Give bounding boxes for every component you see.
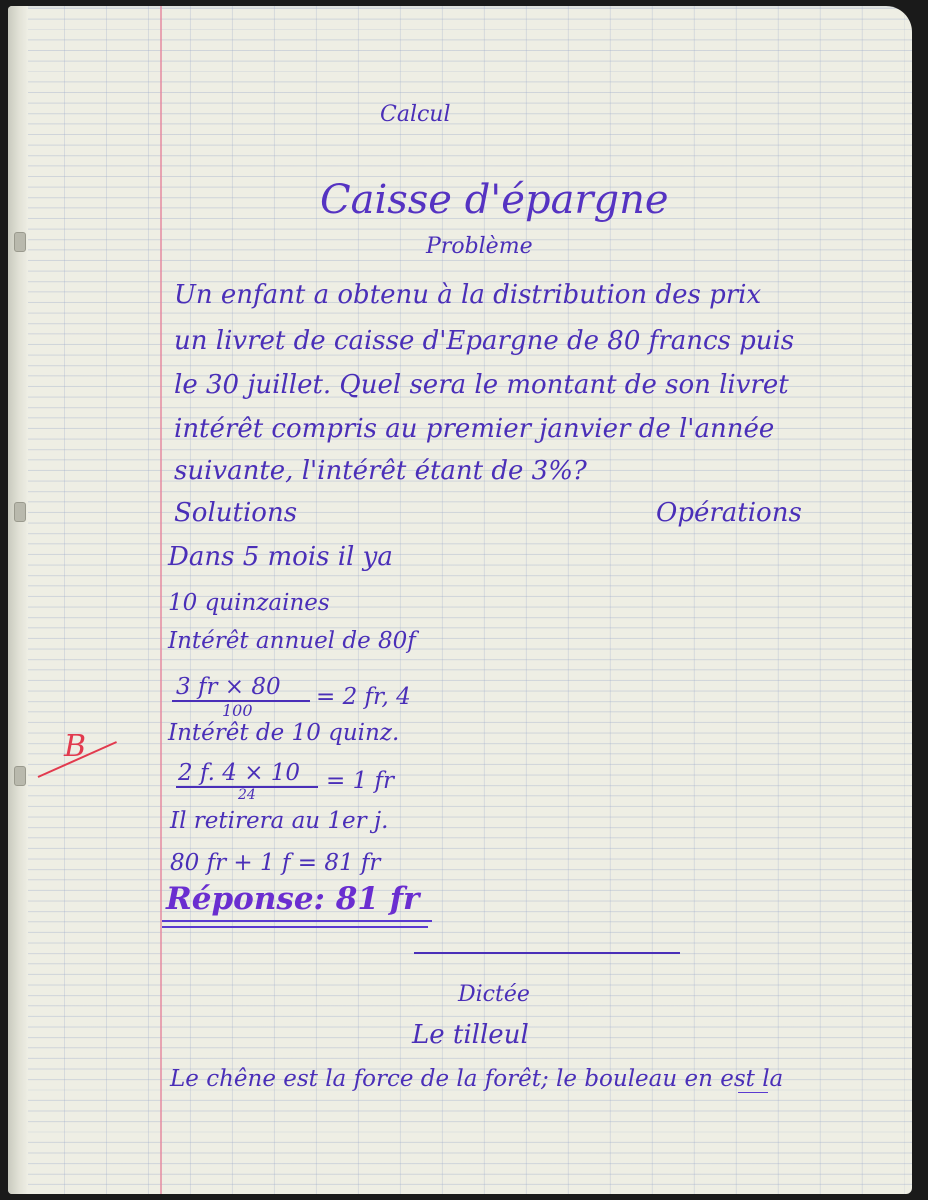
page-binding (8, 6, 28, 1194)
solution-line: Intérêt de 10 quinz. (168, 720, 400, 746)
dictation-title: Le tilleul (412, 1020, 529, 1050)
solution-line: Il retirera au 1er j. (170, 808, 389, 834)
problem-line: un livret de caisse d'Epargne de 80 francs puis (174, 326, 795, 356)
word-underline (738, 1092, 768, 1093)
fraction-denominator: 100 (222, 701, 253, 720)
dictation-line: Le chêne est la force de la forêt; le bouleau en est la (170, 1066, 784, 1092)
solution-line: 80 fr + 1 f = 81 fr (170, 850, 381, 876)
subject-heading: Calcul (380, 102, 451, 127)
section-separator (414, 952, 680, 954)
page-title: Caisse d'épargne (320, 177, 669, 223)
fraction-numerator: 3 fr × 80 (176, 674, 281, 700)
dictation-label: Dictée (458, 982, 530, 1007)
grade-mark: B (64, 729, 87, 764)
problem-line: intérêt compris au premier janvier de l'année (174, 414, 775, 444)
fraction-denominator: 24 (238, 787, 256, 803)
staple (14, 766, 26, 786)
calc-result: = 1 fr (326, 768, 395, 794)
margin-line (160, 6, 162, 1194)
answer-line: Réponse: 81 fr (166, 881, 420, 917)
staple (14, 502, 26, 522)
fraction-numerator: 2 f. 4 × 10 (178, 760, 301, 786)
solution-line: 10 quinzaines (168, 590, 330, 616)
problem-line: suivante, l'intérêt étant de 3%? (174, 456, 587, 486)
problem-line: le 30 juillet. Quel sera le montant de son livret (174, 370, 789, 400)
solution-line: Intérêt annuel de 80f (168, 628, 416, 654)
operations-heading: Opérations (656, 498, 802, 528)
section-heading: Problème (426, 234, 533, 259)
answer-underline (162, 926, 428, 928)
staple (14, 232, 26, 252)
solutions-heading: Solutions (174, 498, 298, 528)
notebook-page (8, 6, 912, 1194)
answer-underline (162, 920, 432, 922)
problem-line: Un enfant a obtenu à la distribution des prix (174, 280, 762, 310)
solution-line: Dans 5 mois il ya (168, 542, 393, 572)
calc-result: = 2 fr, 4 (316, 684, 411, 710)
